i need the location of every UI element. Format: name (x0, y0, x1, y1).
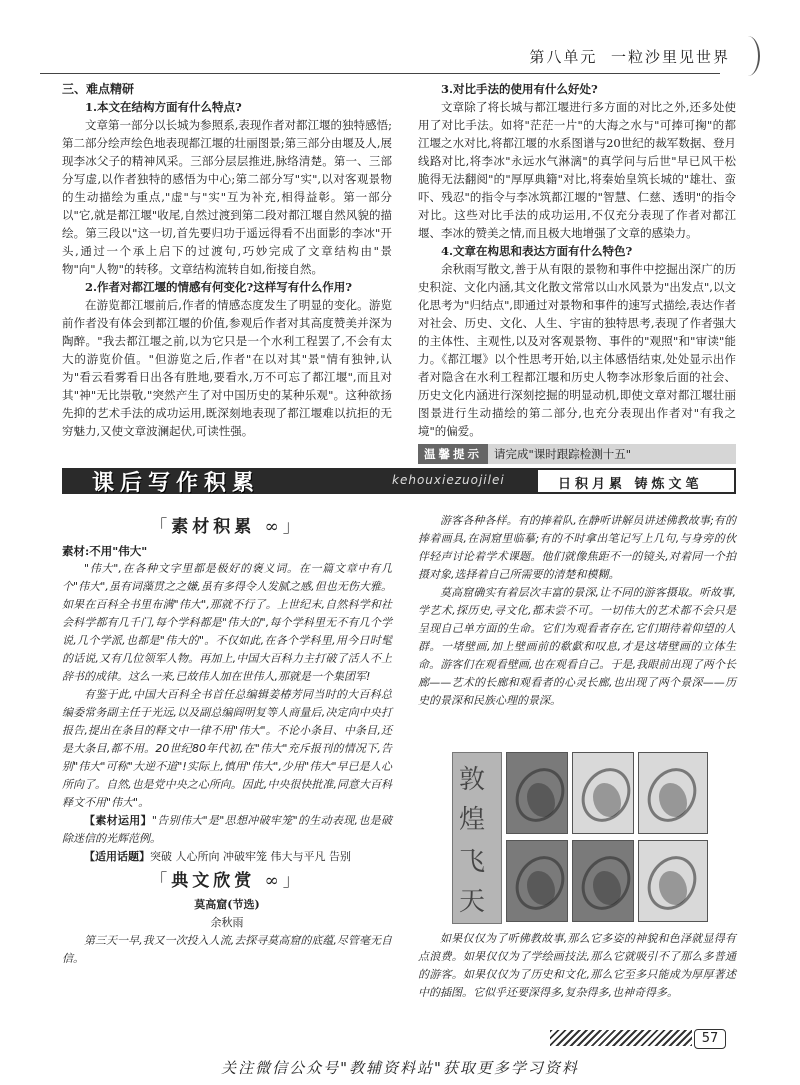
banner-pinyin: kehouxiezuojilei (392, 473, 505, 487)
section-banner (62, 468, 736, 494)
material-use-label: 【素材运用】 (84, 814, 152, 827)
header-curve-decoration (736, 36, 760, 76)
material-section-label: 素材积累 (171, 517, 256, 537)
mural-panel (572, 840, 634, 922)
page-header (520, 40, 760, 70)
excerpt-paragraph-1: 游客各种各样。有的捧着队,在静听讲解员讲述佛教故事;有的捧着画具,在洞窟里临摹;有的不时拿出笔记写上几句,与身旁的伙伴轻声讨论着学术课题。他们就像焦距不一的镜头,对着同一个拍摄对象,选择着自己所需要的清楚和模糊。 (418, 514, 736, 581)
banner-motto-box (536, 468, 736, 494)
material-paragraph-1: "伟大",在各种文字里都是极好的褒义词。在一篇文章中有几个"伟大",虽有词藻贯之之嫌,虽有多得令人发腻之感,但也无伤大雅。如果在百科全书里布满"伟大",那就不行了。上世纪末,自然科学和社会科学都有几千门,每个学科都是"伟大的",每个学科里无不有几个学说,几个学派,也都是"伟大的"。不仅如此,在各个学科里,用今日时髦的话说,又有几位领军人物。再加上,中国大百科力主打破了活人不上辞书的成律。这么一来,已故伟人加在世伟人,那就是一个集团军! (62, 562, 392, 683)
tip-label: 温馨提示 (418, 444, 488, 464)
question-3: 3.对比手法的使用有什么好处? (441, 82, 598, 96)
page-number-box (550, 1030, 720, 1046)
tip-box (418, 444, 736, 464)
calligraphy-char: 天 (459, 887, 486, 917)
excerpt-paragraph-2: 莫高窟确实有着层次丰富的景深,让不同的游客摄取。听故事,学艺术,探历史,寻文化,都未尝不可。一切伟大的艺术都不会只是呈现自己单方面的生命。它们为观看者存在,它们期待着仰望的人群。一堵壁画,加上壁画前的欷歔和叹息,才是这堵壁画的立体生命。游客们在观看壁画,也在观看自己。于是,我眼前出现了两个长廊——艺术的长廊和观看者的心灵长廊,也出现了两个景深——历史的景深和民族心理的景深。 (418, 586, 736, 707)
answer-3: 文章除了将长城与都江堰进行多方面的对比之外,还多处使用了对比手法。如将"茫茫一片"的大海之水与"可捧可掬"的都江堰之水对比,将都江堰的水系图谱与20世纪的裁军数据、登月线路对比,将李冰"永远水气淋漓"的真学问与后世"早已风干松脆得无法翻阅"的"厚厚典籍"对比,将秦始皇筑长城的"雄壮、蛮吓、残忍"的指令与李冰筑都江堰的"智慧、仁慈、透明"的指令对比。这些对比手法的成功运用,不仅充分表现了作者对都江堰、李冰的赞美之情,而且极大地增强了文章的感染力。 (418, 100, 736, 240)
section-heading: 三、难点精研 (62, 82, 135, 96)
calligraphy-panel (452, 752, 502, 924)
mural-panel (506, 840, 568, 922)
left-column-top (62, 80, 392, 440)
question-4: 4.文章在构思和表达方面有什么特色? (441, 244, 633, 258)
topic-line (62, 848, 392, 866)
appreciation-section-title: 「典文欣赏 ∞」 (150, 871, 304, 891)
right-column-end (418, 930, 736, 1002)
appreciation-section-label: 典文欣赏 (171, 871, 256, 891)
calligraphy-char: 飞 (459, 847, 486, 877)
footer-note: 关注微信公众号"教辅资料站"获取更多学习资料 (221, 1059, 579, 1077)
left-column-bottom (62, 512, 392, 968)
calligraphy-char: 敦 (459, 765, 486, 795)
header-divider (40, 73, 720, 74)
material-section-title: 「素材积累 ∞」 (150, 517, 304, 537)
question-1: 1.本文在结构方面有什么特点? (85, 100, 242, 114)
excerpt-paragraph-3: 如果仅仅为了听佛教故事,那么它多姿的神貌和色泽就显得有点浪费。如果仅仅为了学绘画技法,那么它就吸引不了那么多普通的游客。如果仅仅为了历史和文化,那么它至多只能成为厚厚著述中的插图。它似乎还要深得多,复杂得多,也神奇得多。 (418, 932, 736, 999)
work-author: 余秋雨 (210, 916, 244, 929)
mural-panel (638, 752, 708, 834)
banner-motto: 日积月累 铸炼文笔 (558, 477, 703, 492)
answer-2: 在游览都江堰前后,作者的情感态度发生了明显的变化。游览前作者没有体会到都江堰的价值,参观后作者对其高度赞美并深为陶醉。"我去都江堰之前,以为它只是一个水利工程罢了,不会有太大的游览价值。"但游览之后,作者"在以对其"景"情有独钟,认为"看云看雾看日出各有胜地,要看水,万不可忘了都江堰",而且对其"神"无比崇敬,"突然产生了对中国历史的某种乐观"。这种欲扬先抑的艺术手法的成功运用,既深刻地表现了都江堰难以抗拒的无穷魅力,又使文章波澜起伏,可读性强。 (62, 298, 392, 438)
dunhuang-feitian-illustration (452, 752, 710, 924)
question-2: 2.作者对都江堰的情感有何变化?这样写有什么作用? (85, 280, 352, 294)
calligraphy-char: 煌 (459, 805, 486, 835)
mural-panel (506, 752, 568, 834)
page-number-hatch (550, 1030, 692, 1046)
answer-1: 文章第一部分以长城为参照系,表现作者对都江堰的独特感悟;第二部分绘声绘色地表现都江堰的壮丽图景;第三部分由堰及人,展现李冰父子的精神风采。三部分层层推进,脉络清楚。第一、三部分写虚,以作者独特的感悟为中心;第二部分写"实",以对客观景物的生动描绘为重点,"虚"与"实"互为补充,相得益彰。第一部分以"它,就是都江堰"收尾,自然过渡到第二段对都江堰自然风貌的描绘。第三段以"这一切,首先要归功于遥远得看不出面影的李冰"开头,通过一个承上启下的过渡句,巧妙完成了文章结构由"景物"向"人物"的转移。文章结构流转自如,衔接自然。 (62, 118, 392, 276)
unit-theme: 一粒沙里见世界 (610, 48, 730, 66)
right-column-bottom (418, 512, 736, 710)
right-column-top (418, 80, 736, 464)
unit-label: 第八单元 (529, 48, 598, 66)
work-paragraph-1: 第三天一早,我又一次投入人流,去探寻莫高窟的底蕴,尽管毫无自信。 (62, 934, 392, 965)
mural-panel (572, 752, 634, 834)
page-number: 57 (694, 1029, 726, 1049)
topic-text: 突破 人心所向 冲破牢笼 伟大与平凡 告别 (150, 850, 351, 863)
tip-text: 请完成"课时跟踪检测十五" (494, 447, 632, 461)
topic-label: 【适用话题】 (84, 850, 150, 863)
material-use-text: "告别伟大"是"思想冲破牢笼"的生动表现,也是破除迷信的光辉范例。 (62, 814, 393, 845)
material-title: 素材:不用"伟大" (62, 544, 148, 558)
material-paragraph-2: 有鉴于此,中国大百科全书首任总编辑姜椿芳同当时的大百科总编委常务副主任于光远,以及副总编阎明复等人商量后,决定向中央打报告,提出在条目的释文中一律不用"伟大"。不论小条目、中条目,还是大条目,都不用。20世纪80年代初,在"伟大"充斥报刊的情况下,告别"伟大"可称"大逆不道"!实际上,慎用"伟大",少用"伟大"早已是人心所向了。自然,也是党中央之心所向。因此,中央很快批准,同意大百科释文不用"伟大"。 (62, 688, 392, 809)
material-use (62, 812, 392, 848)
mural-panel (638, 840, 708, 922)
work-title: 莫高窟(节选) (194, 898, 260, 911)
banner-title: 课后写作积累 (92, 470, 261, 496)
answer-4: 余秋雨写散文,善于从有限的景物和事件中挖掘出深广的历史积淀、文化内涵,其文化散文常常以山水风景为"出发点",以文化思考为"归结点",即通过对景物和事件的速写式描绘,表达作者对社会、历史、文化、人生、宇宙的独特思考,表现了作者强大的主体性、主观性,以及对客观景物、事件的"观照"和"审读"能力。《都江堰》以个性思考开始,以主体感悟结束,处处显示出作者对隐含在水利工程都江堰和历史人物李冰形象后面的社会、历史文化内涵进行深刻挖掘的明显动机,即使文章对都江堰壮丽图景进行生动描绘的第二部分,也充分表现出作者对"有我之境"的偏爱。 (418, 262, 736, 438)
unit-title (529, 46, 730, 67)
